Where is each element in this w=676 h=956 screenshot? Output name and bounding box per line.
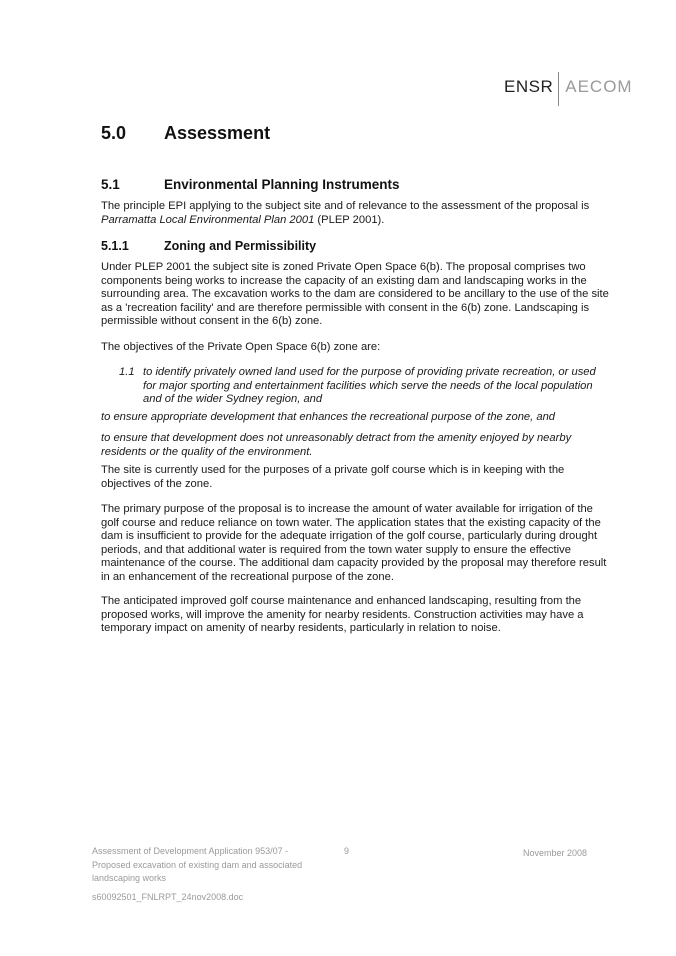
objective-3: to ensure that development does not unreasonably detract from the amenity enjoyed by nearby residents or the quality of the environment.: [101, 432, 572, 458]
company-logo: [504, 76, 633, 106]
intro-text: The principle EPI applying to the subject site and of relevance to the assessment of the proposal is: [101, 200, 590, 212]
footer-title-line-1: Assessment of Development Application 953/07 -: [92, 846, 289, 856]
objectives-intro: The objectives of the Private Open Space 6(b) zone are:: [101, 341, 381, 353]
zoning-paragraph: Under PLEP 2001 the subject site is zoned Private Open Space 6(b). The proposal comprises two components being works to increase the capacity of an existing dam and landscaping works in the surrounding area. The excavation works to the dam are considered to be ancillary to the use of the site as a 'recreation facility' and are therefore permissible with consent in the 6(b) zone. Landscaping is permissible without consent in the 6(b) zone.: [101, 261, 609, 327]
logo-partner: AECOM: [565, 77, 633, 96]
site-use-paragraph: The site is currently used for the purposes of a private golf course which is in keeping with the objectives of the zone.: [101, 464, 565, 490]
objective-number: 1.1: [119, 366, 135, 378]
footer-file-name: s60092501_FNLRPT_24nov2008.doc: [92, 891, 244, 902]
section-number: 5.0: [101, 123, 127, 143]
footer-title-line-2: Proposed excavation of existing dam and associated: [92, 859, 303, 870]
intro-paragraph: [101, 200, 613, 227]
logo-divider: [558, 72, 559, 106]
section-title: Assessment: [164, 123, 271, 143]
plan-abbrev: (PLEP 2001).: [314, 213, 385, 226]
footer-date: November 2008: [523, 848, 588, 858]
subsubsection-number: 5.1.1: [101, 239, 129, 253]
objective-2: to ensure appropriate development that enhances the recreational purpose of the zone, and: [101, 411, 556, 423]
plan-name: Parramatta Local Environmental Plan 2001: [101, 213, 315, 226]
amenity-paragraph: The anticipated improved golf course maintenance and enhanced landscaping, resulting from the proposed works, will improve the amenity for nearby residents. Construction activities may have a temporary impact on amenity of nearby residents, particularly in relation to noise.: [101, 595, 584, 634]
logo-brand: ENSR: [504, 77, 554, 96]
subsection-title: Environmental Planning Instruments: [164, 177, 400, 192]
purpose-paragraph: The primary purpose of the proposal is to increase the amount of water available for irrigation of the golf course and reduce reliance on town water. The application states that the existing capacity of the dam is insufficient to provide for the adequate irrigation of the golf course, particularly during drought periods, and that additional water is required from the town water supply to ensure the effective maintenance of the course. The additional dam capacity provided by the proposal may therefore result in an enhancement of the recreational purpose of the zone.: [101, 503, 607, 583]
objective-1: to identify privately owned land used for the purpose of providing private recreation, or used for major sporting and entertainment facilities which serve the needs of the local population and of the wider Sydney region, and: [143, 366, 596, 405]
footer-title-line-3: landscaping works: [92, 873, 167, 883]
page-number: 9: [344, 846, 350, 856]
subsection-number: 5.1: [101, 177, 120, 192]
subsubsection-title: Zoning and Permissibility: [164, 239, 317, 253]
footer-document-title: [92, 845, 322, 904]
